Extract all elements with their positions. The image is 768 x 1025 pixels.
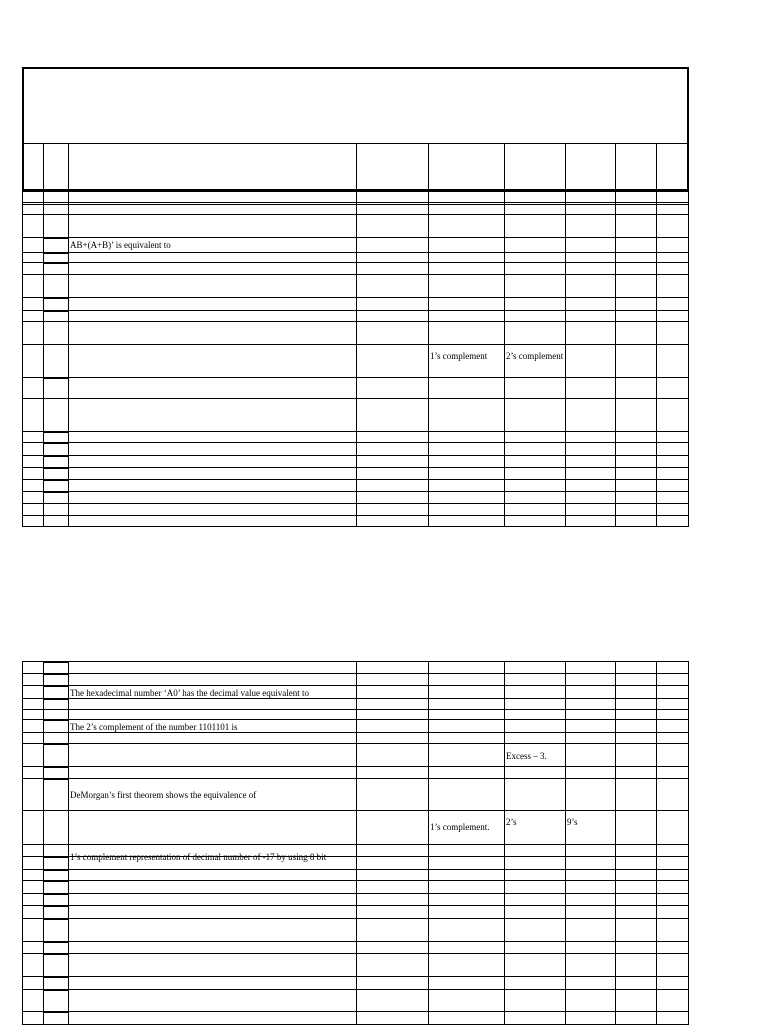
grid-line	[43, 661, 44, 1024]
grid-line	[43, 673, 68, 675]
grid-line	[356, 143, 357, 191]
grid-line	[356, 191, 357, 527]
grid-line	[43, 310, 68, 312]
option-cell: Excess – 3.	[506, 751, 547, 761]
grid-line	[68, 143, 69, 191]
grid-line	[504, 143, 505, 191]
question-cell: The 2’s complement of the number 1101101 is	[70, 722, 238, 732]
grid-line	[43, 297, 68, 299]
grid-line	[43, 719, 68, 721]
grid-line	[43, 976, 68, 978]
grid-line	[656, 143, 657, 191]
grid-line	[68, 191, 69, 527]
grid-line	[43, 237, 68, 239]
grid-line	[43, 191, 44, 527]
grid-line	[43, 661, 68, 663]
grid-line	[68, 661, 69, 1024]
grid-line	[43, 685, 68, 687]
grid-line	[43, 989, 68, 991]
option-cell: 1’s complement.	[430, 822, 490, 832]
grid-line	[688, 191, 689, 527]
grid-line	[656, 191, 657, 527]
grid-line	[43, 766, 68, 768]
grid-line	[22, 191, 23, 527]
grid-line	[43, 869, 68, 871]
grid-line	[43, 856, 68, 858]
grid-line	[428, 191, 429, 527]
question-cell: DeMorgan’s first theorem shows the equivalence of	[70, 790, 257, 800]
option-cell: 9’s	[567, 817, 578, 827]
grid-line	[43, 262, 68, 264]
grid-line	[565, 191, 566, 527]
grid-line	[43, 698, 68, 700]
grid-line	[688, 661, 689, 1024]
grid-line	[43, 743, 68, 745]
grid-line	[43, 893, 68, 895]
grid-line	[43, 479, 68, 481]
grid-line	[43, 778, 68, 780]
question-cell: The hexadecimal number ‘A0’ has the decimal value equivalent to	[70, 688, 309, 698]
question-cell: AB+(A+B)’ is equivalent to	[70, 240, 171, 250]
grid-line	[43, 431, 68, 433]
grid-line	[615, 661, 616, 1024]
grid-line	[428, 143, 429, 191]
grid-line	[565, 143, 566, 191]
grid-line	[43, 918, 68, 920]
grid-line	[43, 455, 68, 457]
grid-line	[43, 880, 68, 882]
grid-line	[43, 377, 68, 379]
grid-line	[504, 661, 505, 1024]
grid-line	[615, 191, 616, 527]
option-cell: 2’s	[506, 817, 517, 827]
grid-line	[43, 941, 68, 943]
grid-line	[22, 661, 23, 1024]
grid-line	[504, 191, 505, 527]
grid-line	[43, 491, 68, 493]
question-cell: 1’s complement representation of decimal number of -17 by using 8 bit	[70, 852, 327, 862]
grid-line	[43, 143, 44, 191]
grid-line	[43, 953, 68, 955]
grid-line	[43, 467, 68, 469]
grid-line	[656, 661, 657, 1024]
grid-line	[43, 252, 68, 254]
grid-line	[43, 442, 68, 444]
grid-line	[356, 661, 357, 1024]
option-cell: 2’s complement	[506, 351, 564, 361]
grid-line	[428, 661, 429, 1024]
option-cell: 1’s complement	[430, 351, 488, 361]
grid-line	[43, 1011, 68, 1013]
grid-line	[565, 661, 566, 1024]
grid-line	[43, 905, 68, 907]
grid-line	[615, 143, 616, 191]
